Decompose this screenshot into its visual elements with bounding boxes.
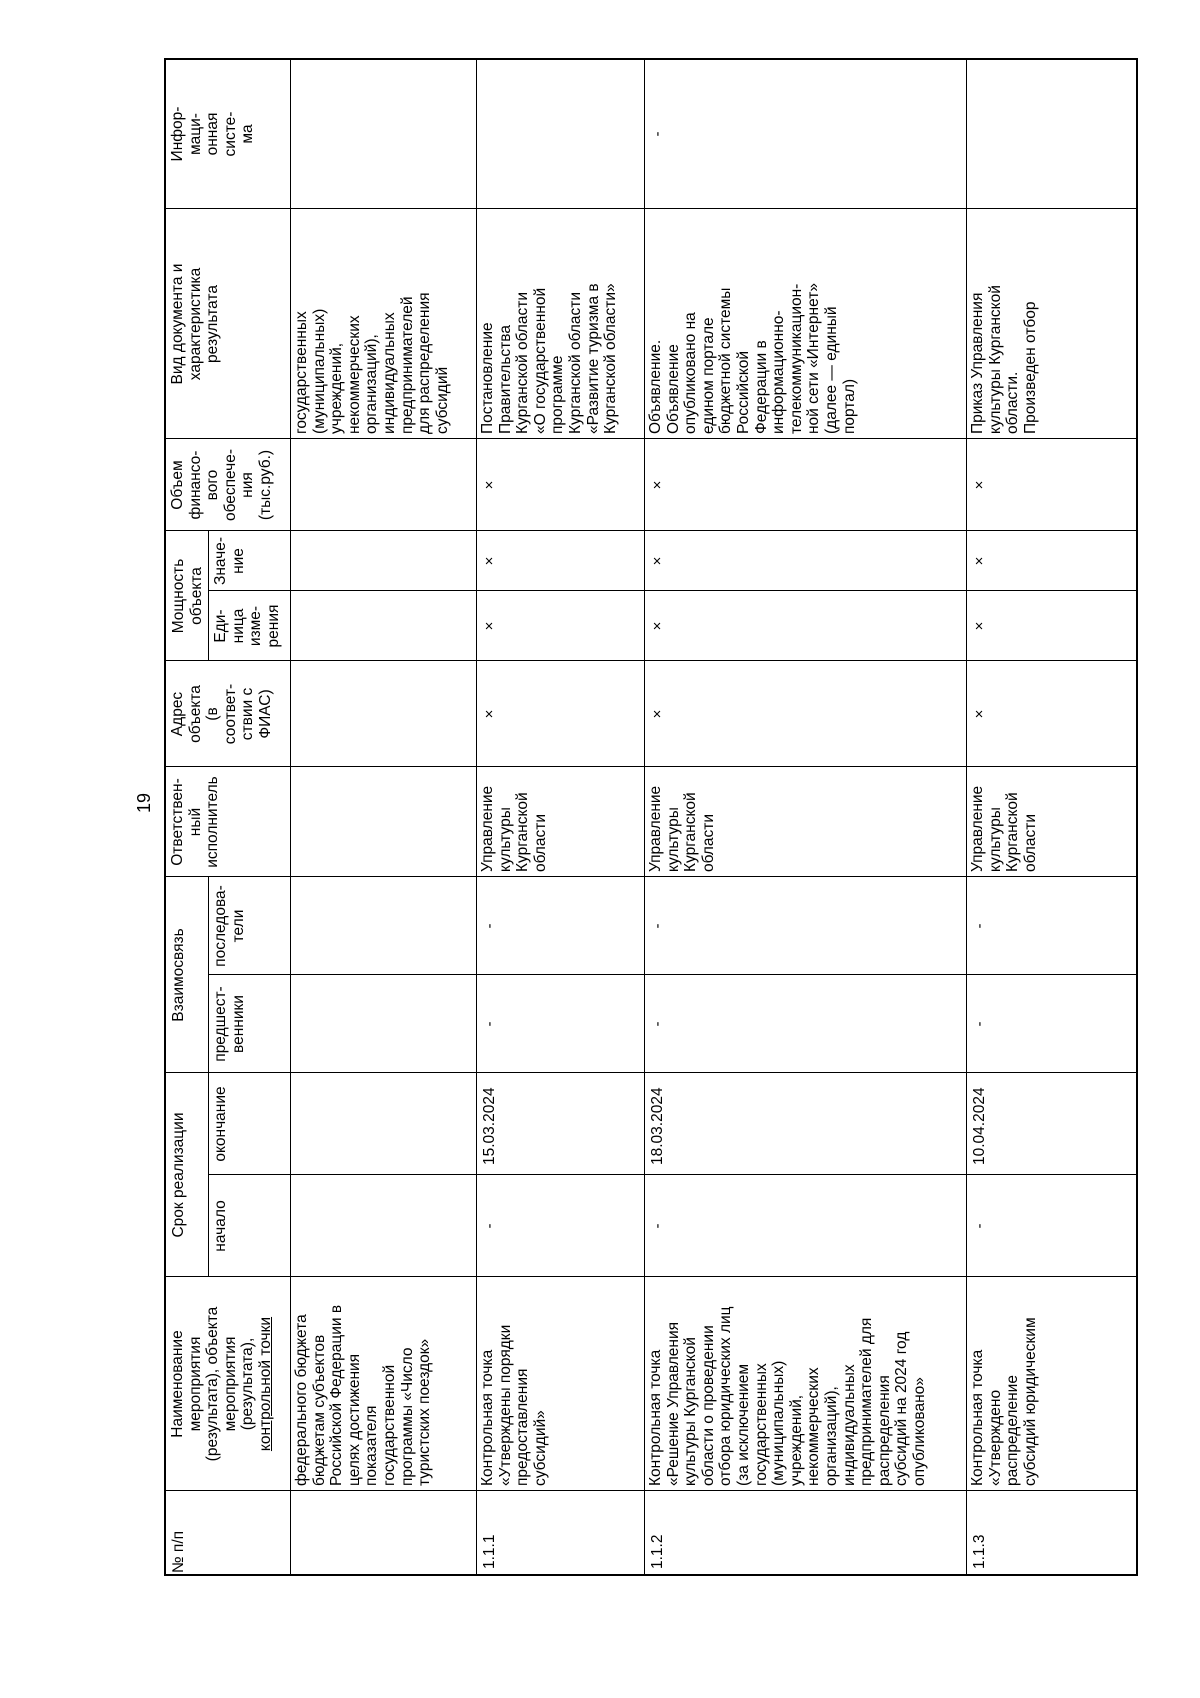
header-info-line: систе- xyxy=(221,111,239,157)
cell-pred xyxy=(291,974,476,1072)
cell-doc-line: Объявление xyxy=(664,343,682,434)
cell-info xyxy=(291,60,476,208)
cell-start xyxy=(477,1174,644,1276)
cell-executor xyxy=(645,766,966,876)
cell-name-line: предоставления xyxy=(513,1368,531,1486)
cell-funding xyxy=(477,438,644,530)
header-start-line: начало xyxy=(211,1199,229,1252)
header-link-line: Взаимосвязь xyxy=(170,927,187,1022)
header-executor-line: ный xyxy=(186,807,204,836)
cell-doc-line: Приказ Управления xyxy=(968,292,986,434)
cell-end xyxy=(291,1072,476,1174)
cell-executor-line: Курганской xyxy=(681,791,699,872)
cell-num xyxy=(645,1490,966,1578)
cell-doc-line: государственных xyxy=(292,310,310,434)
cell-executor-line: Управление xyxy=(478,785,496,872)
cell-address-line: × xyxy=(970,709,988,718)
cell-doc-line: индивидуальных xyxy=(380,311,398,434)
cell-name-line: программы «Число xyxy=(398,1347,416,1486)
header-doc-line: Вид документа и xyxy=(169,263,186,384)
cell-start-line: - xyxy=(648,1223,666,1228)
table-header xyxy=(166,60,290,1574)
cell-funding-line: × xyxy=(648,480,666,489)
cell-doc-line: Российской xyxy=(734,350,752,434)
cell-doc xyxy=(477,208,644,438)
cell-doc-line: Курганской области xyxy=(513,291,531,434)
cell-start-line: - xyxy=(480,1223,498,1228)
cell-pred-line: - xyxy=(480,1021,498,1026)
cell-doc-line: (далее — единый xyxy=(822,305,840,434)
cell-name xyxy=(967,1276,1136,1490)
header-unit xyxy=(208,590,290,660)
header-capacity xyxy=(166,530,208,660)
cell-pred xyxy=(645,974,966,1072)
cell-doc-line: программе xyxy=(548,355,566,434)
header-name-line: (результата), xyxy=(239,1337,257,1430)
header-info-line: Инфор- xyxy=(169,106,186,162)
header-unit-line: изме- xyxy=(246,605,264,646)
header-name-line: мероприятия xyxy=(186,1336,204,1431)
cell-name-line: федерального бюджета xyxy=(292,1313,310,1486)
header-funding xyxy=(166,438,290,530)
cell-name-line: Контрольная точка xyxy=(646,1349,664,1486)
header-term-line: Срок реализации xyxy=(170,1112,187,1238)
cell-address xyxy=(645,660,966,766)
cell-doc-line: для распределения xyxy=(415,292,433,434)
cell-name-line: предпринимателей для xyxy=(857,1317,875,1486)
cell-funding xyxy=(645,438,966,530)
cell-executor-line: области xyxy=(531,813,549,872)
header-info-line: маци- xyxy=(186,113,204,155)
cell-doc-line: культуры Курганской xyxy=(986,284,1004,434)
cell-unit xyxy=(967,590,1136,660)
cell-unit xyxy=(291,590,476,660)
cell-num-line: 1.1.3 xyxy=(970,1534,988,1569)
cell-name-line: субсидий на 2024 год xyxy=(892,1331,910,1486)
cell-name-line: государственных xyxy=(752,1362,770,1486)
cell-doc-line: некоммерческих xyxy=(345,314,363,434)
header-address-line: (в xyxy=(204,706,222,721)
cell-end xyxy=(477,1072,644,1174)
header-funding-line: финансо- xyxy=(186,450,204,519)
cell-name-line: «Утверждено xyxy=(986,1389,1004,1486)
cell-executor xyxy=(967,766,1136,876)
cell-succ xyxy=(477,876,644,974)
cell-name-line: (за исключением xyxy=(734,1363,752,1486)
cell-name-line: отбора юридических лиц xyxy=(716,1305,734,1486)
cell-info xyxy=(645,60,966,208)
cell-executor-line: Курганской xyxy=(513,791,531,872)
cell-executor-line: Управление xyxy=(968,785,986,872)
header-start xyxy=(208,1174,290,1276)
cell-start xyxy=(967,1174,1136,1276)
cell-doc-line: области. xyxy=(1003,371,1021,434)
cell-address xyxy=(291,660,476,766)
cell-address xyxy=(967,660,1136,766)
cell-value xyxy=(967,530,1136,590)
cell-name-line: (муниципальных) xyxy=(769,1360,787,1486)
cell-start-line: - xyxy=(970,1223,988,1228)
cell-doc-line: портал) xyxy=(840,378,858,434)
cell-executor xyxy=(291,766,476,876)
cell-value-line: × xyxy=(480,556,498,565)
cell-info-line: - xyxy=(648,131,666,137)
cell-doc-line: (муниципальных) xyxy=(310,308,328,434)
cell-info xyxy=(477,60,644,208)
cell-executor-line: Управление xyxy=(646,785,664,872)
cell-num-line: 1.1.2 xyxy=(648,1534,666,1569)
cell-value xyxy=(645,530,966,590)
cell-succ xyxy=(967,876,1136,974)
cell-end xyxy=(967,1072,1136,1174)
cell-start xyxy=(291,1174,476,1276)
cell-funding-line: × xyxy=(970,480,988,489)
header-doc xyxy=(166,208,290,438)
cell-end-line: 18.03.2024 xyxy=(648,1086,666,1165)
cell-name xyxy=(477,1276,644,1490)
header-address-line: соответ- xyxy=(221,683,239,744)
cell-name-line: туристских поездок» xyxy=(415,1338,433,1486)
header-value xyxy=(208,530,290,590)
cell-name-line: области о проведении xyxy=(699,1324,717,1486)
cell-executor-line: Курганской xyxy=(1003,791,1021,872)
cell-doc-line: бюджетной системы xyxy=(716,287,734,434)
cell-pred xyxy=(967,974,1136,1072)
cell-doc-line: предпринимателей xyxy=(398,295,416,434)
page-number: 19 xyxy=(134,792,154,814)
cell-value-line: × xyxy=(648,556,666,565)
cell-num xyxy=(967,1490,1136,1578)
cell-doc-line: едином портале xyxy=(699,316,717,434)
header-address-line: объекта xyxy=(186,684,204,743)
cell-doc-line: телекоммуникацион- xyxy=(787,283,805,434)
cell-doc-line: учреждений, xyxy=(327,342,345,434)
cell-info xyxy=(967,60,1136,208)
cell-succ xyxy=(645,876,966,974)
header-unit-line: Еди- xyxy=(211,608,229,643)
table-row xyxy=(966,60,1136,1574)
cell-name-line: Контрольная точка xyxy=(478,1349,496,1486)
table-row xyxy=(644,60,966,1574)
cell-name-line: «Утверждены порядки xyxy=(496,1324,514,1486)
header-pred xyxy=(208,974,290,1072)
cell-start xyxy=(645,1174,966,1276)
header-link xyxy=(166,876,208,1072)
cell-funding xyxy=(291,438,476,530)
header-funding-line: обеспече- xyxy=(221,448,239,521)
cell-name-line: Контрольная точка xyxy=(968,1349,986,1486)
cell-num xyxy=(291,1490,476,1578)
cell-value-line: × xyxy=(970,556,988,565)
cell-name-line: культуры Курганской xyxy=(681,1336,699,1486)
cell-end-line: 15.03.2024 xyxy=(480,1086,498,1165)
header-info xyxy=(166,60,290,208)
header-address-line: Адрес xyxy=(169,691,186,736)
cell-succ xyxy=(291,876,476,974)
cell-doc-line: Курганской области xyxy=(566,291,584,434)
cell-end xyxy=(645,1072,966,1174)
header-term xyxy=(166,1072,208,1276)
cell-doc-line: ной сети «Интернет» xyxy=(804,282,822,434)
cell-name-line: учреждений, xyxy=(787,1394,805,1486)
header-address-line: ствии с xyxy=(239,687,257,740)
cell-doc-line: Правительства xyxy=(496,324,514,434)
cell-doc-line: субсидий xyxy=(433,366,451,434)
cell-name-line: субсидий юридическим xyxy=(1021,1316,1039,1486)
cell-name xyxy=(291,1276,476,1490)
cell-doc-line: информационно- xyxy=(769,309,787,434)
header-end-line: окончание xyxy=(211,1085,229,1162)
cell-doc-line: Курганской области» xyxy=(601,282,619,434)
cell-unit-line: × xyxy=(970,621,988,630)
cell-name-line: индивидуальных xyxy=(840,1363,858,1486)
cell-doc xyxy=(645,208,966,438)
cell-doc-line: «О государственной xyxy=(531,287,549,434)
cell-executor-line: культуры xyxy=(664,806,682,872)
cell-end-line: 10.04.2024 xyxy=(970,1086,988,1165)
cell-doc xyxy=(967,208,1136,438)
header-num xyxy=(166,1490,290,1578)
cell-name-line: распределение xyxy=(1003,1374,1021,1486)
activities-table xyxy=(164,58,1138,1576)
cell-name-line: Российской Федерации в xyxy=(327,1304,345,1486)
header-succ-line: последова- xyxy=(211,884,229,967)
header-unit-line: рения xyxy=(264,604,282,647)
cell-unit xyxy=(645,590,966,660)
cell-doc-line: «Развитие туризма в xyxy=(584,282,602,434)
cell-name-line: государственной xyxy=(380,1364,398,1486)
cell-value xyxy=(291,530,476,590)
header-unit-line: ница xyxy=(229,608,247,643)
header-executor-line: исполнитель xyxy=(204,775,222,868)
header-value-line: Значе- xyxy=(211,536,229,585)
header-end xyxy=(208,1072,290,1174)
cell-name-line: субсидий» xyxy=(531,1409,549,1486)
header-info-line: онная xyxy=(204,112,222,156)
header-doc-line: результата xyxy=(204,284,222,363)
header-pred-line: венники xyxy=(229,994,247,1053)
cell-pred xyxy=(477,974,644,1072)
cell-name-line: бюджетам субъектов xyxy=(310,1334,328,1486)
header-succ-line: тели xyxy=(229,909,247,942)
header-num-line: № п/п xyxy=(170,1530,187,1573)
cell-doc-line: Постановление xyxy=(478,321,496,434)
cell-name xyxy=(645,1276,966,1490)
cell-succ-line: - xyxy=(648,923,666,928)
cell-executor-line: области xyxy=(699,813,717,872)
cell-pred-line: - xyxy=(648,1021,666,1026)
cell-name-line: распределения xyxy=(875,1374,893,1486)
cell-executor-line: культуры xyxy=(496,806,514,872)
cell-doc-line: Федерации в xyxy=(752,339,770,434)
cell-name-line: опубликовано» xyxy=(910,1376,928,1486)
cell-succ-line: - xyxy=(480,923,498,928)
header-name-line: (результата), объекта xyxy=(204,1306,222,1461)
cell-doc-line: опубликовано на xyxy=(681,311,699,434)
cell-funding-line: × xyxy=(480,480,498,489)
header-executor-line: Ответствен- xyxy=(169,777,186,866)
cell-name-line: некоммерческих xyxy=(804,1366,822,1486)
header-name-line: мероприятия xyxy=(221,1336,239,1431)
header-funding-line: ния xyxy=(239,471,257,498)
cell-address-line: × xyxy=(648,709,666,718)
header-name-line: контрольной точки xyxy=(256,1316,274,1451)
cell-name-line: показателя xyxy=(362,1405,380,1486)
cell-succ-line: - xyxy=(970,923,988,928)
cell-address xyxy=(477,660,644,766)
cell-doc-line: Объявление. xyxy=(646,339,664,434)
cell-funding xyxy=(967,438,1136,530)
table-row xyxy=(476,60,644,1574)
cell-doc xyxy=(291,208,476,438)
header-pred-line: предшест- xyxy=(211,985,229,1062)
header-funding-line: (тыс.руб.) xyxy=(256,449,274,520)
header-funding-line: вого xyxy=(204,469,222,500)
header-funding-line: Объем xyxy=(169,459,186,510)
header-executor xyxy=(166,766,290,876)
header-name xyxy=(166,1276,290,1490)
header-value-line: ние xyxy=(229,547,247,574)
cell-unit-line: × xyxy=(480,621,498,630)
header-succ xyxy=(208,876,290,974)
header-info-line: ма xyxy=(239,124,257,144)
header-capacity-line: объекта xyxy=(187,566,205,625)
cell-num xyxy=(477,1490,644,1578)
cell-executor-line: области xyxy=(1021,813,1039,872)
cell-value xyxy=(477,530,644,590)
cell-name-line: целях достижения xyxy=(345,1353,363,1486)
header-name-line: Наименование xyxy=(169,1329,186,1438)
cell-name-line: «Решение Управления xyxy=(664,1321,682,1486)
cell-executor-line: культуры xyxy=(986,806,1004,872)
header-capacity-line: Мощность xyxy=(170,558,187,633)
cell-address-line: × xyxy=(480,709,498,718)
cell-executor xyxy=(477,766,644,876)
cell-doc-line: Произведен отбор xyxy=(1021,300,1039,434)
header-address-line: ФИАС) xyxy=(256,688,274,739)
cell-name-line: организаций), xyxy=(822,1385,840,1486)
cell-doc-line: организаций), xyxy=(362,333,380,434)
cell-unit-line: × xyxy=(648,621,666,630)
header-address xyxy=(166,660,290,766)
cell-num-line: 1.1.1 xyxy=(480,1534,498,1569)
cell-unit xyxy=(477,590,644,660)
table-row xyxy=(290,60,476,1574)
cell-pred-line: - xyxy=(970,1021,988,1026)
header-doc-line: характеристика xyxy=(186,267,204,380)
